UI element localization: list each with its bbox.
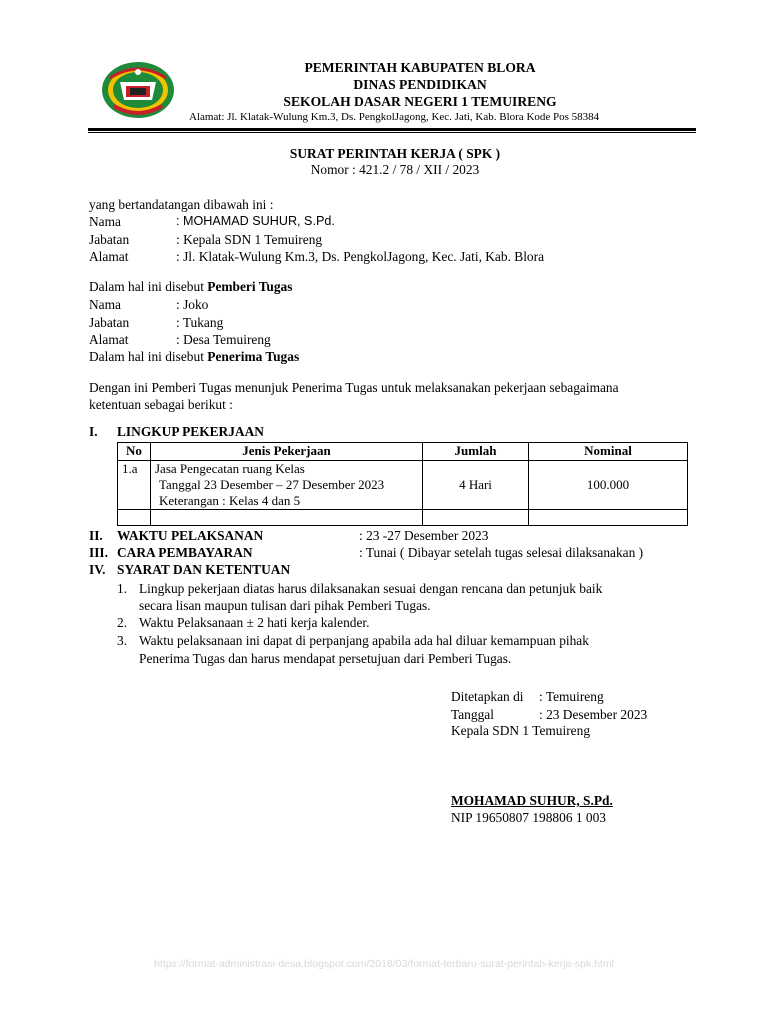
school-logo xyxy=(100,60,176,120)
letterhead-divider-thick xyxy=(88,128,696,131)
giver-name-value: : MOHAMAD SUHUR, S.Pd. xyxy=(176,214,335,228)
letterhead-school: SEKOLAH DASAR NEGERI 1 TEMUIRENG xyxy=(283,94,557,109)
term-3-number: 3. xyxy=(117,633,128,648)
statement-line-1: Dengan ini Pemberi Tugas menunjuk Penerima Tugas untuk melaksanakan pekerjaan sebagaimana xyxy=(89,380,619,395)
term-3-line-1: Waktu pelaksanaan ini dapat di perpanjang apabila ada hal diluar kemampuan pihak xyxy=(139,633,589,648)
section-3-value: : Tunai ( Dibayar setelah tugas selesai dilaksanakan ) xyxy=(359,545,644,560)
work-scope-table xyxy=(117,442,688,526)
job-date: Tanggal 23 Desember – 27 Desember 2023 xyxy=(159,477,385,492)
signatory-name: MOHAMAD SUHUR, S.Pd. xyxy=(451,793,613,808)
section-4-title: SYARAT DAN KETENTUAN xyxy=(117,562,291,577)
receiver-role-line xyxy=(89,349,299,365)
section-3-title: CARA PEMBAYARAN xyxy=(117,545,253,560)
term-2-line-1: Waktu Pelaksanaan ± 2 hati kerja kalender. xyxy=(139,615,370,630)
intro-text: yang bertandatangan dibawah ini : xyxy=(89,197,274,212)
signature-place-label: Ditetapkan di xyxy=(451,689,524,704)
section-1-title: LINGKUP PEKERJAAN xyxy=(117,424,264,439)
signature-date-label: Tanggal xyxy=(451,707,494,722)
signatory-nip: NIP 19650807 198806 1 003 xyxy=(451,810,606,825)
table-header-job: Jenis Pekerjaan xyxy=(151,443,423,461)
section-2-number: II. xyxy=(89,528,103,543)
table-header-amount: Nominal xyxy=(529,443,688,461)
signature-position: Kepala SDN 1 Temuireng xyxy=(451,723,591,738)
receiver-name-value: : Joko xyxy=(176,297,209,312)
term-1-number: 1. xyxy=(117,581,128,596)
statement-line-2: ketentuan sebagai berikut : xyxy=(89,397,233,412)
table-cell-qty: 4 Hari xyxy=(423,461,529,510)
table-header-qty: Jumlah xyxy=(423,443,529,461)
job-note: Keterangan : Kelas 4 dan 5 xyxy=(159,493,301,508)
document-number: Nomor : 421.2 / 78 / XII / 2023 xyxy=(310,162,480,177)
source-url-watermark: https://format-administrasi-desa.blogspot.com/2018/03/format-terbaru-surat-perintah-kerja-spk.html xyxy=(154,958,614,970)
receiver-role-prefix: Dalam hal ini disebut xyxy=(89,349,208,364)
table-cell-empty xyxy=(118,510,151,526)
letterhead-address: Alamat: Jl. Klatak-Wulung Km.3, Ds. PengkolJagong, Kec. Jati, Kab. Blora Kode Pos 58384 xyxy=(189,111,600,123)
term-1-line-2: secara lisan maupun tulisan dari pihak Pemberi Tugas. xyxy=(139,598,431,613)
table-cell-empty xyxy=(151,510,423,526)
table-cell-empty xyxy=(423,510,529,526)
section-2-value: : 23 -27 Desember 2023 xyxy=(359,528,489,543)
giver-address-label: Alamat xyxy=(89,249,129,264)
receiver-position-value: : Tukang xyxy=(176,315,224,330)
section-3-number: III. xyxy=(89,545,108,560)
section-1-number: I. xyxy=(89,424,98,439)
job-description: Jasa Pengecatan ruang Kelas xyxy=(155,461,305,476)
kabupaten-blora-emblem-icon xyxy=(100,60,176,120)
giver-role-line xyxy=(89,279,292,295)
section-4-number: IV. xyxy=(89,562,106,577)
table-header-no: No xyxy=(118,443,151,461)
table-cell-job xyxy=(151,461,423,510)
giver-position-label: Jabatan xyxy=(89,232,130,247)
signature-date-value: : 23 Desember 2023 xyxy=(539,707,648,722)
signature-place-value: : Temuireng xyxy=(539,689,604,704)
letterhead-government: PEMERINTAH KABUPATEN BLORA xyxy=(304,60,536,75)
giver-position-value: : Kepala SDN 1 Temuireng xyxy=(176,232,323,247)
receiver-name-label: Nama xyxy=(89,297,121,312)
table-row-empty xyxy=(118,510,688,526)
table-cell-empty xyxy=(529,510,688,526)
table-cell-amount: 100.000 xyxy=(529,461,688,510)
document-title: SURAT PERINTAH KERJA ( SPK ) xyxy=(289,146,501,161)
letterhead-divider-thin xyxy=(88,132,696,133)
table-header-row xyxy=(118,443,688,461)
term-2-number: 2. xyxy=(117,615,128,630)
section-2-title: WAKTU PELAKSANAN xyxy=(117,528,264,543)
giver-address-value: : Jl. Klatak-Wulung Km.3, Ds. PengkolJagong, Kec. Jati, Kab. Blora xyxy=(176,249,545,264)
table-cell-no: 1.a xyxy=(118,461,151,510)
giver-name-label: Nama xyxy=(89,214,121,229)
giver-role-prefix: Dalam hal ini disebut xyxy=(89,279,208,294)
receiver-address-value: : Desa Temuireng xyxy=(176,332,271,347)
table-row xyxy=(118,461,688,510)
receiver-position-label: Jabatan xyxy=(89,315,130,330)
receiver-address-label: Alamat xyxy=(89,332,129,347)
term-1-line-1: Lingkup pekerjaan diatas harus dilaksanakan sesuai dengan rencana dan petunjuk baik xyxy=(139,581,603,596)
letterhead-department: DINAS PENDIDIKAN xyxy=(353,77,487,92)
receiver-role: Penerima Tugas xyxy=(207,349,300,364)
term-3-line-2: Penerima Tugas dan harus mendapat persetujuan dari Pemberi Tugas. xyxy=(139,651,512,666)
giver-role: Pemberi Tugas xyxy=(207,279,293,294)
